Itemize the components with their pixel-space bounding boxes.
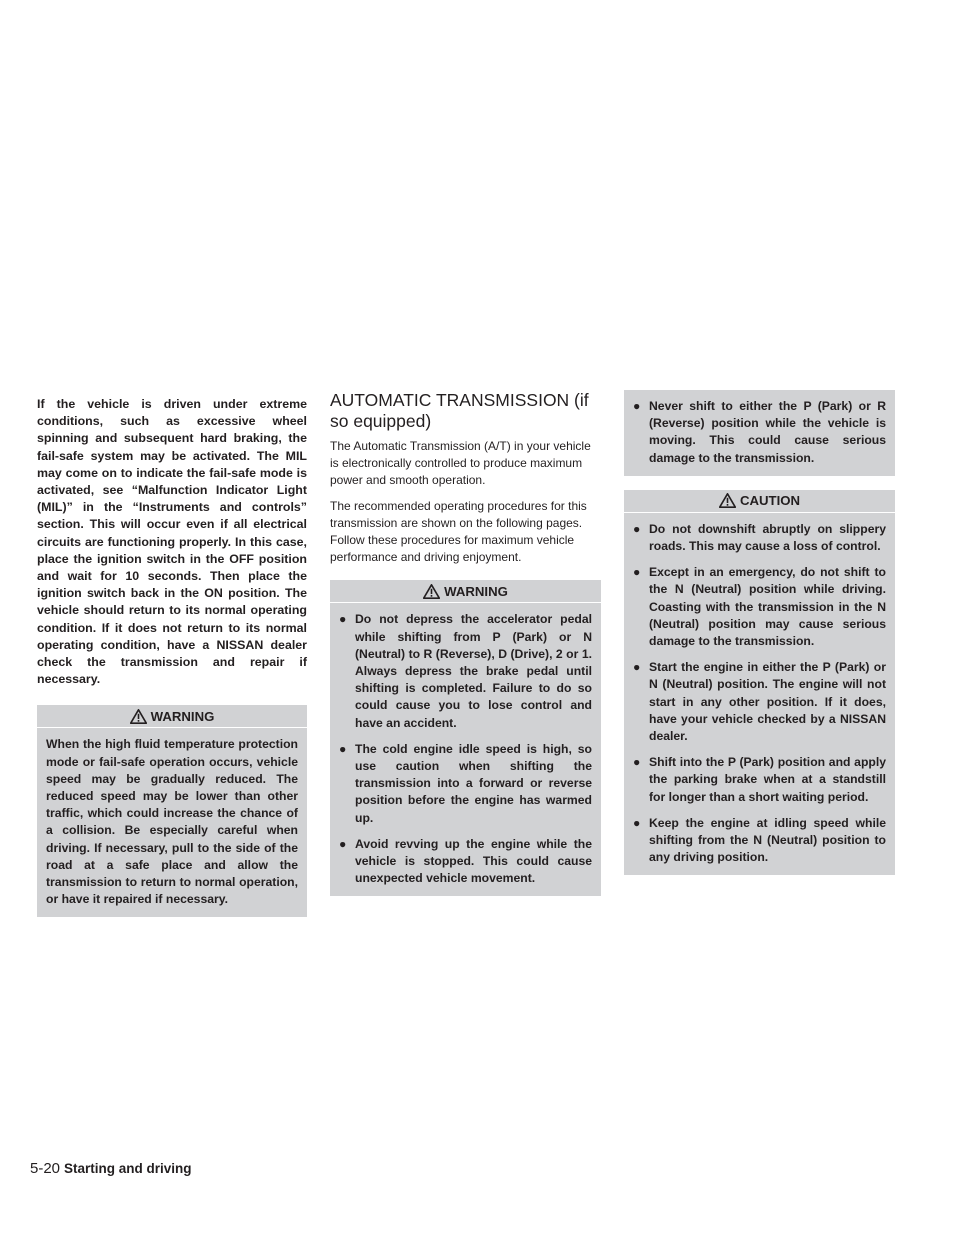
list-item xyxy=(339,611,592,731)
list-item-text: Shift into the P (Park) position and apply the parking brake when at a standstill for longer than a short waiting period. xyxy=(649,755,886,804)
bullet-icon: ● xyxy=(633,399,641,413)
caution-title: CAUTION xyxy=(739,493,801,509)
warning-title: WARNING xyxy=(444,583,508,599)
list-item xyxy=(633,398,886,467)
warning-text: When the high fluid temperature protection mode or fail-safe operation occurs, vehicle speed may be gradually reduced. The reduced speed may be lower than other traffic, which could increase the chance of a collision. Be especially careful when driving. If necessary, pull to the side of the road at a safe place and allow the transmission to return to normal operation, or have it repaired if necessary. xyxy=(46,737,298,907)
warning-header xyxy=(330,580,601,603)
section-title: AUTOMATIC TRANSMISSION (if so equipped) xyxy=(330,390,589,431)
bullet-icon: ● xyxy=(633,755,641,770)
list-item xyxy=(633,754,886,806)
bullet-icon: ● xyxy=(339,836,347,851)
warning-box-shifting xyxy=(330,580,601,896)
warning-bullet-list xyxy=(339,611,592,887)
bullet-icon: ● xyxy=(633,815,641,830)
intro-paragraph-2: The recommended operating procedures for this transmission are shown on the following pages. Follow these procedures for maximum vehicle performance and driving enjoyment. xyxy=(330,498,587,565)
warning-triangle-icon xyxy=(719,493,736,508)
warning-triangle-icon xyxy=(423,584,440,599)
list-item-text: The cold engine idle speed is high, so use caution when shifting the transmission into a forward or reverse position before the engine has warmed up. xyxy=(355,741,592,825)
list-item xyxy=(633,564,886,650)
list-item-text: Avoid revving up the engine while the vehicle is stopped. This could cause unexpected vehicle movement. xyxy=(355,836,592,886)
bullet-icon: ● xyxy=(633,660,641,675)
section-name: Starting and driving xyxy=(64,1161,192,1176)
warning-box-continued xyxy=(624,390,895,476)
bullet-icon: ● xyxy=(633,565,641,580)
list-item xyxy=(633,521,886,555)
warning-header xyxy=(37,705,307,728)
bullet-icon: ● xyxy=(339,612,347,627)
page-number: 5-20 xyxy=(30,1160,61,1177)
caution-box xyxy=(624,490,895,876)
warning-box-fail-safe xyxy=(37,705,307,917)
list-item-text: Except in an emergency, do not shift to the N (Neutral) position while driving. Coasting with the transmission in the N (Neutral) position may cause serious damage to the transmission. xyxy=(649,565,886,649)
caution-bullet-list xyxy=(633,521,886,867)
middle-column xyxy=(330,390,601,896)
caution-header xyxy=(624,490,895,513)
intro-paragraph-1: The Automatic Transmission (A/T) in your vehicle is electronically controlled to produce maximum power and smooth operation. xyxy=(330,439,591,488)
warning-triangle-icon xyxy=(130,709,147,724)
list-item xyxy=(339,836,592,888)
bullet-icon: ● xyxy=(633,521,641,536)
list-item-text: Do not downshift abruptly on slippery roads. This may cause a loss of control. xyxy=(649,521,886,554)
list-item xyxy=(339,741,592,827)
list-item xyxy=(633,659,886,745)
warning-continued-list xyxy=(633,398,886,467)
right-column xyxy=(624,390,895,875)
left-column xyxy=(37,396,307,917)
list-item-text: Never shift to either the P (Park) or R (Reverse) position while the vehicle is moving. This could cause serious damage to the transmission. xyxy=(649,399,886,465)
bullet-icon: ● xyxy=(339,741,347,756)
list-item xyxy=(633,815,886,867)
warning-title: WARNING xyxy=(150,708,215,724)
list-item-text: Do not depress the accelerator pedal while shifting from P (Park) or N (Neutral) to R (Reverse), D (Drive), 2 or 1. Always depress the brake pedal until shifting is completed. Failure to do so could cause you to lose control and have an accident. xyxy=(355,612,592,730)
list-item-text: Start the engine in either the P (Park) or N (Neutral) position. The engine will not start in any other position. If it does, have your vehicle checked by a NISSAN dealer. xyxy=(649,660,886,744)
fail-safe-paragraph: If the vehicle is driven under extreme conditions, such as excessive wheel spinning and subsequent hard braking, the fail-safe system may be activated. The MIL may come on to indicate the fail-safe mode is activated, see “Malfunction Indicator Light (MIL)” in the “Instruments and controls” section. This will occur even if all electrical circuits are functioning properly. In this case, place the ignition switch in the OFF position and wait for 10 seconds. Then place the ignition switch back in the ON position. The vehicle should return to its normal operating condition. If it does not return to its normal operating condition, have a NISSAN dealer check the transmission and repair if necessary. xyxy=(37,397,307,687)
page-footer xyxy=(30,1160,192,1177)
list-item-text: Keep the engine at idling speed while shifting from the N (Neutral) position to any driving position. xyxy=(649,815,886,865)
